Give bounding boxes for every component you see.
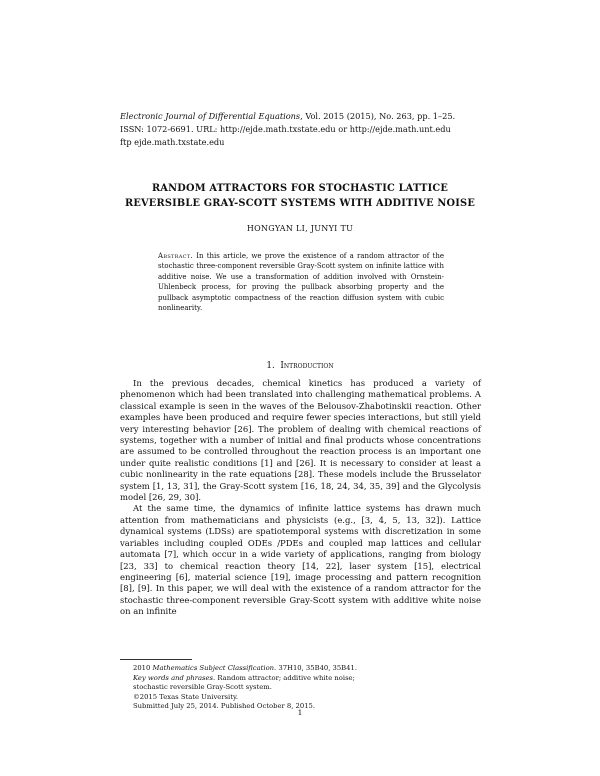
footnote-divider	[120, 659, 192, 660]
paper-title	[100, 181, 500, 211]
paragraph-2: At the same time, the dynamics of infinite lattice systems has drawn much attention from mathematicians and physicists (e.g., [3, 4, 5, 13, 32]). Lattice dynamical systems (LDSs) are spatiotemporal systems with discretization in some variables including coupled ODEs /PDEs and coupled map lattices and cellular automata [7], which occur in a wide variety of applications, ranging from biology [23, 33] to chemical reaction theory [14, 22], laser system [15], electrical engineering [6], material science [19], image processing and pattern recognition [8], [9]. In this paper, we will deal with the existence of a random attractor for the stochastic three-component reversible Gray-Scott system with additive white noise on an infinite	[120, 503, 481, 617]
abstract	[158, 251, 444, 313]
msc-label: Mathematics Subject Classification.	[152, 664, 277, 672]
keywords-label: Key words and phrases.	[133, 673, 216, 682]
keywords-line	[133, 674, 453, 684]
abstract-text: In this article, we prove the existence of a random attractor of the stochastic three-component reversible Gray-Scott system on infinite lattice with additive noise. We use a transformation of addition involved with Ornstein-Uhlenbeck process, for proving the pullback absorbing property and the pullback asymptotic compactness of the reaction diffusion system with cubic nonlinearity.	[158, 252, 444, 313]
paragraph-1: In the previous decades, chemical kinetics has produced a variety of phenomenon which had been translated into challenging mathematical problems. A classical example is seen in the waves of the Belousov-Zhabotinskii reaction. Other examples have been produced and require fewer species interactions, but still yield very interesting behavior [26]. The problem of dealing with chemical reactions of systems, together with a number of initial and final products whose concentrations are assumed to be controlled throughout the reaction process is an important one under quite realistic conditions [1] and [26]. It is necessary to consider at least a cubic nonlinearity in the rate equations [28]. These models include the Brusselator system [1, 13, 31], the Gray-Scott system [16, 18, 24, 34, 35, 39] and the Glycolysis model [26, 29, 30].	[120, 378, 481, 503]
submitted-line: Submitted July 25, 2014. Published October 8, 2015.	[133, 702, 316, 711]
section-heading	[100, 361, 500, 371]
title-line-2: REVERSIBLE GRAY-SCOTT SYSTEMS WITH ADDITIVE NOISE	[125, 198, 475, 209]
copyright-line: ©2015 Texas State University.	[133, 692, 239, 701]
journal-ftp: ftp ejde.math.txstate.edu	[120, 137, 225, 147]
journal-name: Electronic Journal of Differential Equations	[120, 111, 301, 121]
body-text	[120, 378, 481, 618]
title-line-1: RANDOM ATTRACTORS FOR STOCHASTIC LATTICE	[151, 183, 449, 194]
section-title: Introduction	[280, 361, 334, 371]
msc-codes: 37H10, 35B40, 35B41.	[278, 664, 357, 672]
journal-issn-url: ISSN: 1072-6691. URL: http://ejde.math.txstate.edu or http://ejde.math.unt.edu	[120, 124, 451, 134]
journal-volume: , Vol. 2015 (2015), No. 263, pp. 1–25.	[300, 111, 456, 121]
keywords-text: Random attractor; additive white noise;	[217, 673, 355, 682]
journal-citation	[120, 110, 480, 123]
msc-line	[133, 664, 453, 674]
page-number: 1	[297, 708, 303, 717]
footnotes	[133, 664, 453, 712]
keywords-line-2: stochastic reversible Gray-Scott system.	[133, 683, 272, 692]
section-number: 1.	[266, 361, 275, 371]
authors: HONGYAN LI, JUNYI TU	[246, 224, 354, 233]
journal-header	[120, 110, 480, 149]
msc-year: 2010	[133, 664, 151, 672]
abstract-label: Abstract.	[158, 252, 193, 260]
